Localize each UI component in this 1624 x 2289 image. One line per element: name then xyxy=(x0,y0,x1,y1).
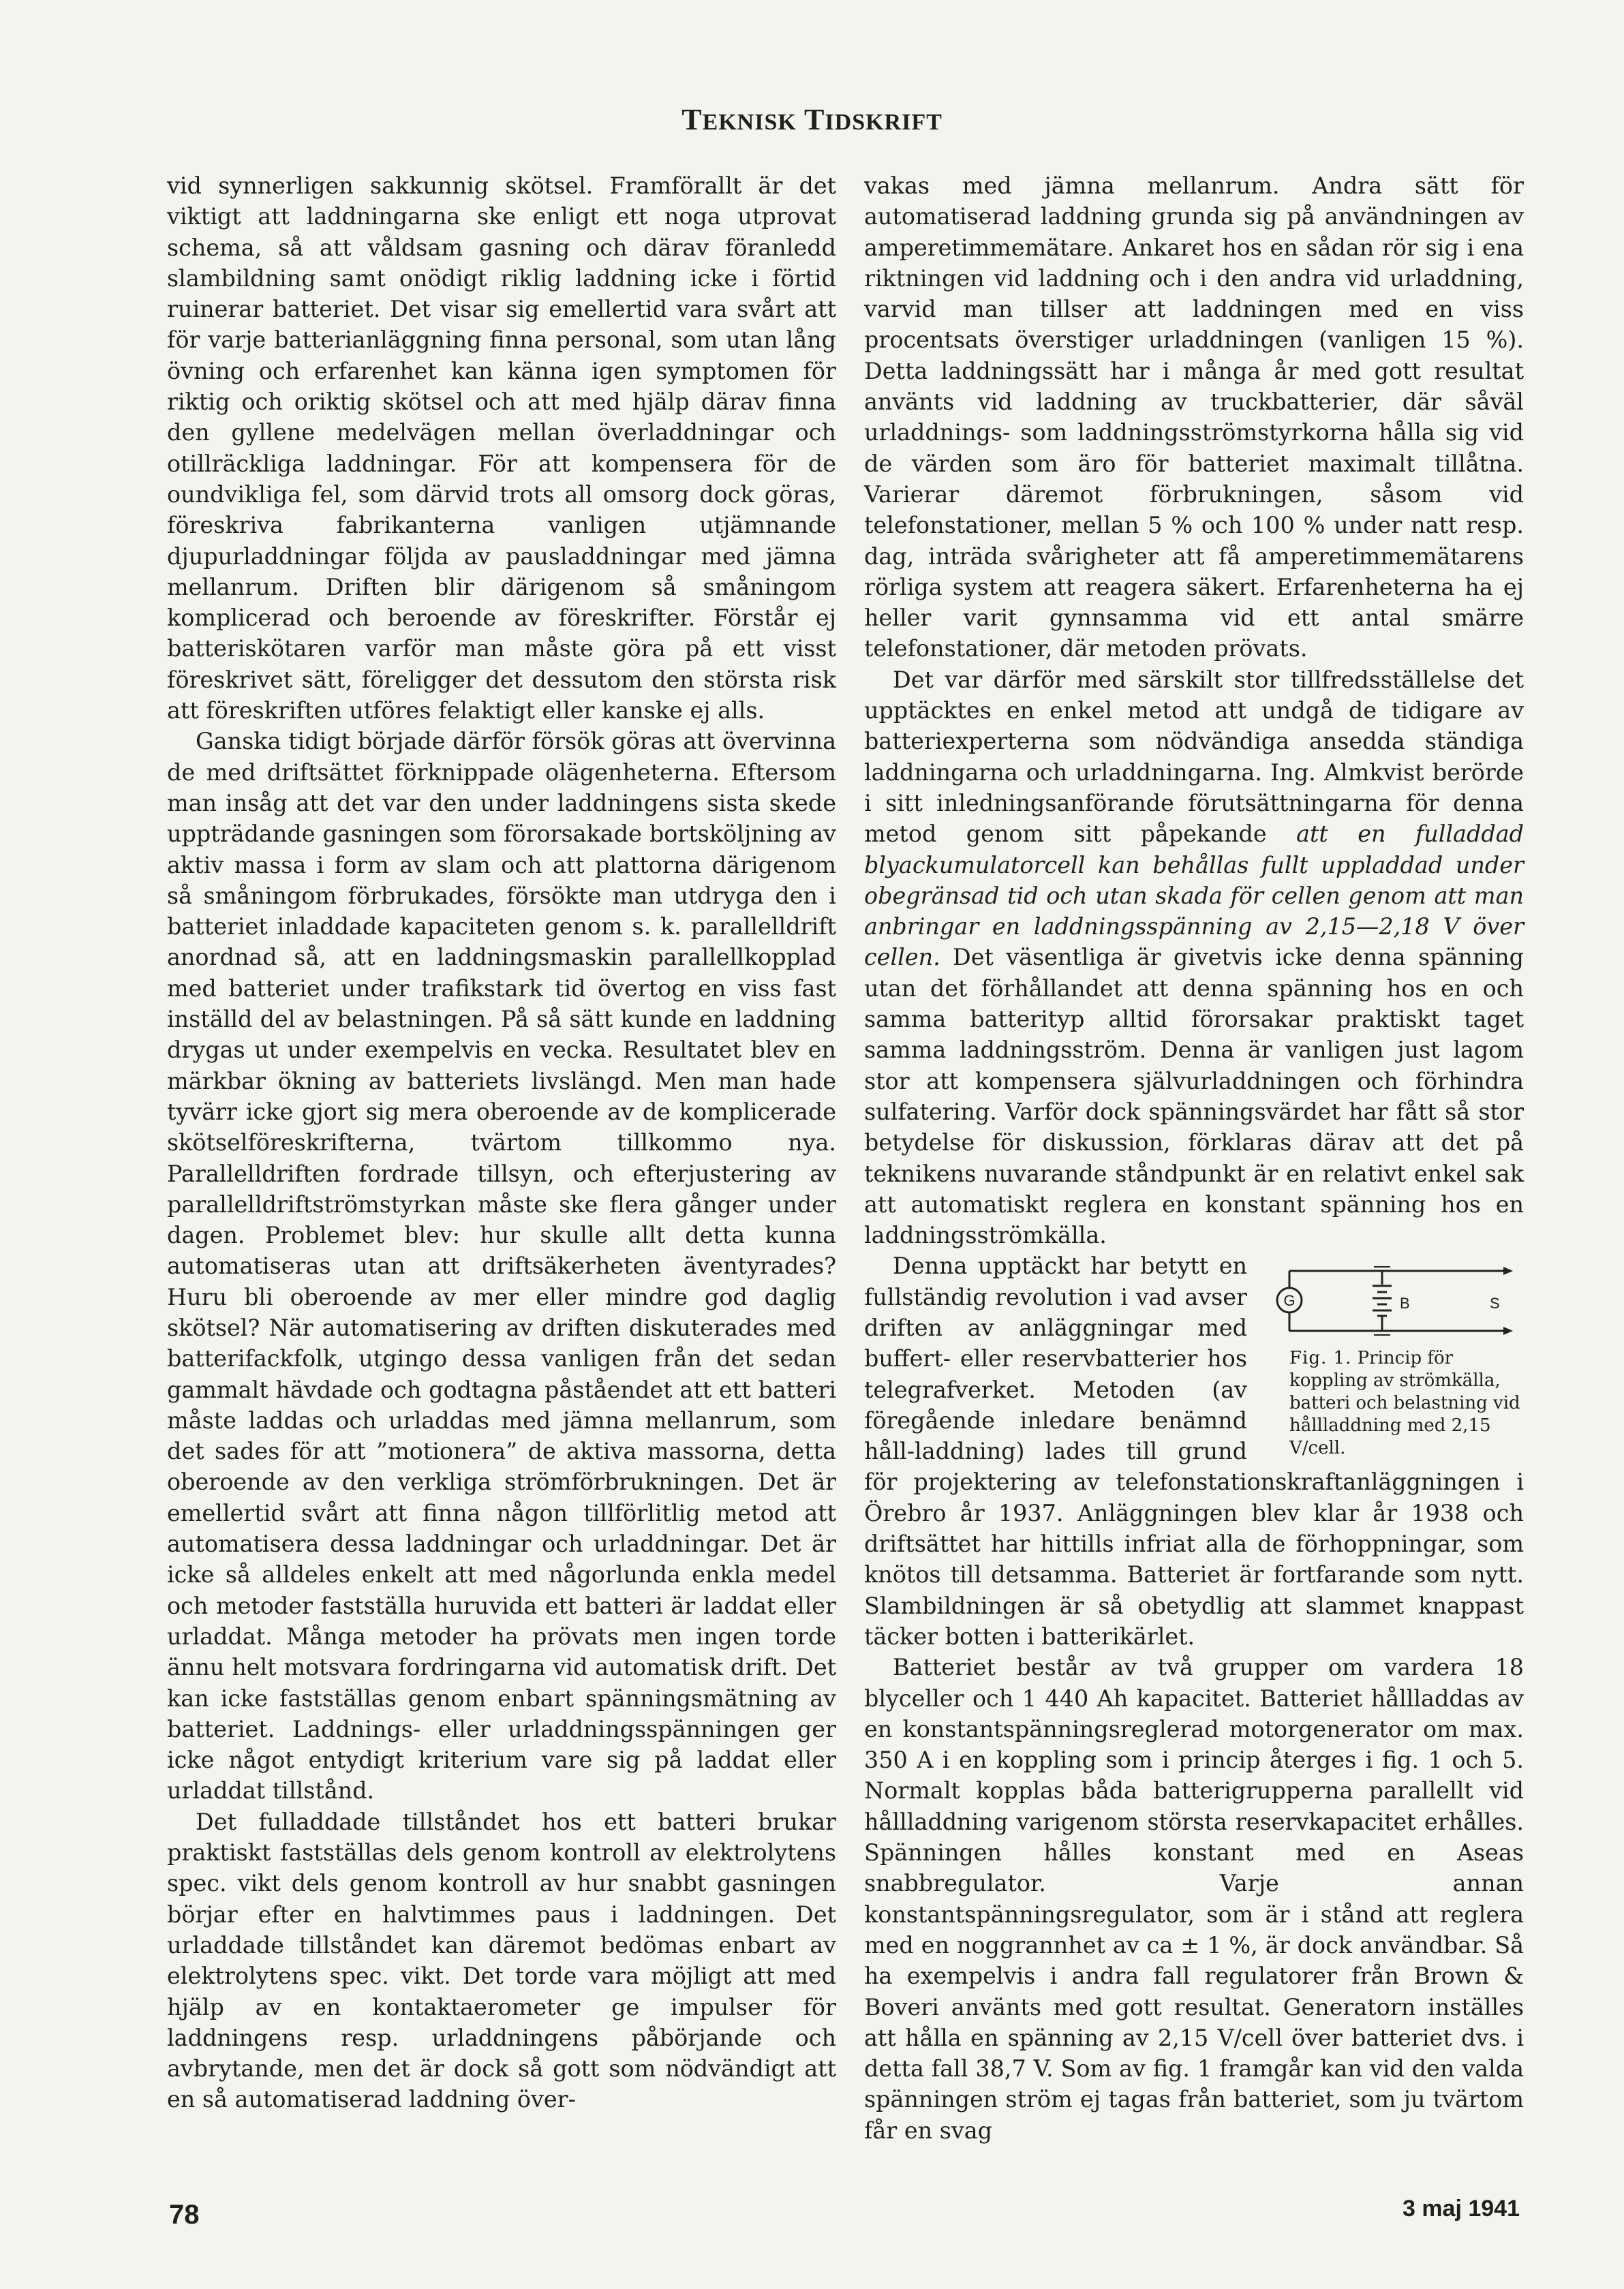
masthead-initial-2: T xyxy=(804,103,825,136)
paragraph xyxy=(864,1250,1524,1652)
paragraph-text: Denna upptäckt har betytt en fullständig revolution i vad avser driften av anläggningar med buffert- eller reservbatterier hos telegrafverket. Metoden (av föregående inledare benämnd håll-laddning) lades till grund för projektering av telefonstationskraftanläggningen i Örebro år 1937. Anläggningen blev klar år 1938 och driftsättet har hittills infriat alla de förhoppningar, som knötos till detsamma. Batteriet är fortfarande som nytt. Slambildningen är så obetydlig att slammet knappast täcker botten i batterikärlet. xyxy=(864,1253,1524,1650)
masthead-word-1: EKNISK xyxy=(702,110,797,135)
figure-caption-label: Fig. 1. xyxy=(1289,1348,1352,1369)
masthead-initial-1: T xyxy=(681,103,703,136)
load-label: S xyxy=(1490,1295,1500,1312)
masthead-word-2: IDSKRIFT xyxy=(825,110,943,135)
generator-label: G xyxy=(1283,1292,1296,1310)
paragraph: vakas med jämna mellanrum. Andra sätt för automatiserad laddning grunda sig på användningen av amperetimmemätare. Ankaret hos en sådan rör sig i ena riktningen vid laddning och i den andra vid urladdning, varvid man tillser att laddningen med en viss procentsats överstiger urladdningen (vanligen 15 %). Detta laddningssätt har i många år med gott resultat använts vid laddning av truckbatterier, där såväl urladdnings- som laddningsströmstyrkorna hålla sig vid de värden som äro för batteriet maximalt tillåtna. Varierar däremot förbrukningen, såsom vid telefonstationer, mellan 5 % och 100 % under natt resp. dag, inträda svårigheter att få amperetimmemätarens rörliga system att reagera säkert. Erfarenheterna ha ej heller varit gynnsamma vid ett antal smärre telefonstationer, där metoden prövats. xyxy=(864,172,1524,662)
journal-masthead xyxy=(0,102,1624,137)
paragraph: vid synnerligen sakkunnig skötsel. Framförallt är det viktigt att laddningarna ske enligt ett noga utprovat schema, så att våldsam gasning och därav föranledd slambildning samt onödigt riklig laddning icke i förtid ruinerar batteriet. Det visar sig emellertid vara svårt att för varje batterianläggning finna personal, som utan lång övning och erfarenhet kan känna igen symptomen för riktig och oriktig skötsel och att med hjälp därav finna den gyllene medelvägen mellan överladdningar och otillräckliga laddningar. För att kompensera för de oundvikliga fel, som därvid trots all omsorg dock göras, föreskriva fabrikanterna vanligen utjämnande djupurladdningar följda av pausladdningar med jämna mellanrum. Driften blir därigenom så småningom komplicerad och beroende av föreskrifter. Förstår ej batteriskötaren varför man måste göra på ett visst föreskrivet sätt, föreligger det dessutom den största risk att föreskriften utföres felaktigt eller kanske ej alls. xyxy=(167,172,836,724)
figure-1 xyxy=(1265,1257,1524,1460)
page-number: 78 xyxy=(169,2200,200,2230)
figure-caption xyxy=(1265,1347,1524,1460)
paragraph xyxy=(864,664,1524,1251)
paragraph: Det fulladdade tillståndet hos ett batteri brukar praktiskt fastställas dels genom kontroll av elektrolytens spec. vikt dels genom kontroll av hur snabbt gasningen börjar efter en halvtimmes paus i laddningen. Det urladdade tillståndet kan däremot bedömas enbart av elektrolytens spec. vikt. Det torde vara möjligt att med hjälp av en kontaktaerometer ge impulser för laddningens resp. urladdningens påbörjande och avbrytande, men det är dock så gott som nödvändigt att en så automatiserad laddning över- xyxy=(167,1808,836,2113)
emphasized-statement: att en fulladdad blyackumulatorcell kan behållas fullt uppladdad under obegränsad tid och utan skada för cellen genom att man anbringar en laddningsspänning av 2,15—2,18 V över cellen. xyxy=(864,820,1524,971)
paragraph-text: Det var därför med särskilt stor tillfredsställelse det upptäcktes en enkel metod att undgå de tidigare av batteriexperterna som nödvändiga ansedda ständiga laddningarna och urladdningarna. Ing. Almkvist berörde i sitt inledningsanförande förutsättningarna för denna metod genom sitt påpekande xyxy=(864,666,1524,848)
paragraph: Batteriet består av två grupper om vardera 18 blyceller och 1 440 Ah kapacitet. Batteriet hållladdas av en konstantspänningsreglerad motorgenerator om max. 350 A i en koppling som i princip återges i fig. 1 och 5. Normalt kopplas båda batterigrupperna parallellt vid hållladdning varigenom största reservkapacitet erhålles. Spänningen hålles konstant med en Aseas snabbregulator. Varje annan konstantspänningsregulator, som är i stånd att reglera med en noggrannhet av ca ± 1 %, är dock användbar. Så ha exempelvis i andra fall regulatorer från Brown & Boveri använts med gott resultat. Generatorn inställes att hålla en spänning av 2,15 V/cell över batteriet dvs. i detta fall 38,7 V. Som av fig. 1 framgår kan vid den valda spänningen ström ej tagas från batteriet, som ju tvärtom får en svag xyxy=(864,1654,1524,2144)
paragraph-text: Det väsentliga är givetvis icke denna spänning utan det förhållandet att denna spänning hos en och samma batterityp alltid förorsakar praktiskt taget samma laddningsström. Denna är vanligen just lagom stor att kompensera självurladdningen och förhindra sulfatering. Varför dock spänningsvärdet har fått så stor betydelse för diskussion, förklaras därav att det på teknikens nuvarande ståndpunkt är en relativt enkel sak att automatiskt reglera en konstant spänning hos en laddningsströmkälla. xyxy=(864,944,1524,1249)
issue-date: 3 maj 1941 xyxy=(1402,2196,1520,2222)
figure-caption-text: Princip för koppling av strömkälla, batteri och belastning vid hållladdning med 2,15 V/cell. xyxy=(1289,1348,1520,1459)
battery-label: B xyxy=(1400,1295,1410,1312)
right-column xyxy=(864,170,1524,2146)
left-column xyxy=(167,170,836,2115)
paragraph: Ganska tidigt började därför försök göras att övervinna de med driftsättet förknippade olägenheterna. Eftersom man insåg att det var den under laddningens sista skede uppträdande gasningen som förorsakade bortsköljning av aktiv massa i form av slam och att plattorna därigenom så småningom förbrukades, försökte man utdryga den i batteriet inladdade kapaciteten genom s. k. parallelldrift anordnad så, att en laddningsmaskin parallellkopplad med batteriet under trafikstark tid övertog en viss fast inställd del av belastningen. På så sätt kunde en laddning drygas ut under exempelvis en vecka. Resultatet blev en märkbar ökning av batteriets livslängd. Men man hade tyvärr icke gjort sig mera oberoende av de komplicerade skötselföreskrifterna, tvärtom tillkommo nya. Parallelldriften fordrade tillsyn, och efterjustering av parallelldriftströmstyrkan måste ske flera gånger under dagen. Problemet blev: hur skulle allt detta kunna automatiseras utan att driftsäkerheten äventyrades? Huru bli oberoende av mer eller mindre god daglig skötsel? När automatisering av driften diskuterades med batterifackfolk, utgingo dessa vanligen från det sedan gammalt hävdade och godtagna påståendet att ett batteri måste laddas och urladdas med jämna mellanrum, som det sades för att ”motionera” de aktiva massorna, detta oberoende av den verkliga strömförbrukningen. Det är emellertid svårt att finna någon tillförlitlig metod att automatisera dessa laddningar och urladdningar. Det är icke så alldeles enkelt att med någorlunda enkla medel och metoder fastställa huruvida ett batteri är laddat eller urladdat. Många metoder ha prövats men ingen torde ännu helt motsvara fordringarna vid automatisk drift. Det kan icke fastställas genom enbart spänningsmätning av batteriet. Laddnings- eller urladdningsspänningen ger icke något entydigt kriterium vare sig på laddat eller urladdat tillstånd. xyxy=(167,728,836,1804)
circuit-diagram xyxy=(1265,1257,1524,1339)
